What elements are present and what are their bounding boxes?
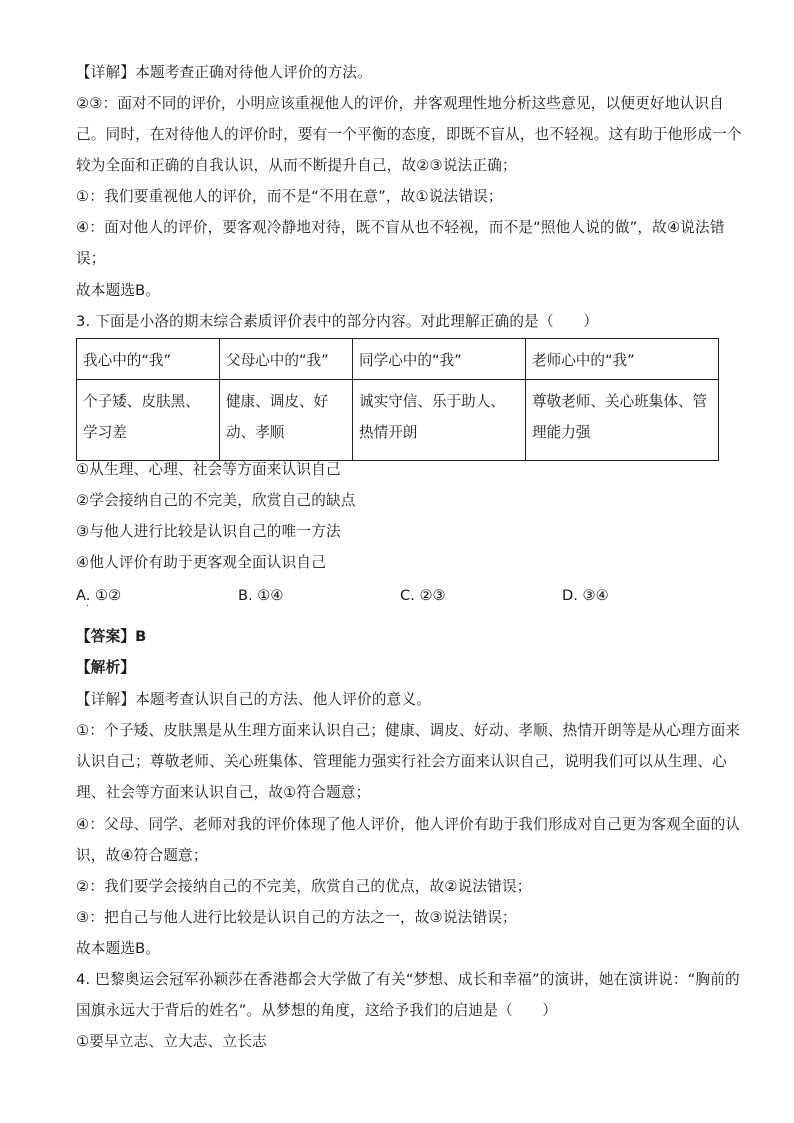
paragraph-line: 己。同时，在对待他人的评价时，要有一个平衡的态度，即既不盲从，也不轻视。这有助于他形成一个 [76,126,742,143]
table-header-cell: 同学心中的“我” [353,339,526,380]
option-d: D. ③④ [562,587,609,604]
evaluation-table [76,338,719,461]
option-b: B. ①④ [238,587,284,604]
paragraph-line: ②③：面对不同的评价，小明应该重视他人的评价，并客观理性地分析这些意见，以便更好地认识自 [76,95,724,112]
option-c: C. ②③ [400,587,446,604]
paragraph-line: ②：我们要学会接纳自己的不完美，欣赏自己的优点，故②说法错误； [76,878,532,895]
table-header-row [77,339,719,380]
paragraph-line: 理、社会等方面来认识自己，故①符合题意； [76,784,371,801]
table-cell: 健康、调皮、好动、孝顺 [220,380,353,461]
statement-item: ④他人评价有助于更客观全面认识自己 [76,554,326,571]
paragraph-line: ④：面对他人的评价，要客观冷静地对待，既不盲从也不轻视，而不是“照他人说的做”，故④说法错 [76,219,725,236]
question-3-stem: 3. 下面是小洛的期末综合素质评价表中的部分内容。对此理解正确的是（ ） [76,313,599,330]
statement-item: ②学会接纳自己的不完美，欣赏自己的缺点 [76,492,356,509]
detail-heading-q2: 【详解】本题考查正确对待他人评价的方法。 [76,64,372,81]
table-cell: 尊敬老师、关心班集体、管理能力强 [526,380,719,461]
paragraph-line: 认识自己；尊敬老师、关心班集体、管理能力强实行社会方面来认识自己，说明我们可以从生理、心 [76,753,727,770]
conclusion-line: 故本题选B。 [76,940,161,957]
table-header-cell: 我心中的“我” [77,339,220,380]
paragraph-line: 误； [76,250,106,267]
detail-heading-q3: 【详解】本题考查认识自己的方法、他人评价的意义。 [76,691,432,708]
paragraph-line: ①：我们要重视他人的评价，而不是“不用在意”，故①说法错误； [76,188,503,205]
conclusion-line: 故本题选B。 [76,282,161,299]
table-header-cell: 父母心中的“我” [220,339,353,380]
answer-label: 【答案】B [76,628,147,645]
paragraph-line: ①：个子矮、皮肤黑是从生理方面来认识自己；健康、调皮、好动、孝顺、热情开朗等是从心理方面来 [76,722,741,739]
question-4-stem: 国旗永远大于背后的姓名”。从梦想的角度，这给予我们的启迪是（ ） [76,1002,558,1019]
analysis-label: 【解析】 [76,659,136,676]
table-row [77,380,719,461]
paragraph-line: 较为全面和正确的自我认识，从而不断提升自己，故②③说法正确； [76,157,517,174]
paragraph-line: 识，故④符合题意； [76,847,208,864]
table-cell: 诚实守信、乐于助人、热情开朗 [353,380,526,461]
statement-item: ③与他人进行比较是认识自己的唯一方法 [76,523,341,540]
option-a: A. ①② [76,587,122,604]
paragraph-line: ④：父母、同学、老师对我的评价体现了他人评价，他人评价有助于我们形成对自己更为客观全面的认 [76,816,741,833]
statement-item: ①从生理、心理、社会等方面来认识自己 [76,461,341,478]
table-header-cell: 老师心中的“我” [526,339,719,380]
statement-item: ①要早立志、立大志、立长志 [76,1033,267,1050]
stray-dot-mark: · [86,601,90,612]
paragraph-line: ③：把自己与他人进行比较是认识自己的方法之一，故③说法错误； [76,909,517,926]
question-4-stem: 4. 巴黎奥运会冠军孙颖莎在香港都会大学做了有关“梦想、成长和幸福”的演讲，她在演讲说：“胸前的 [76,971,740,988]
table-cell: 个子矮、皮肤黑、学习差 [77,380,220,461]
